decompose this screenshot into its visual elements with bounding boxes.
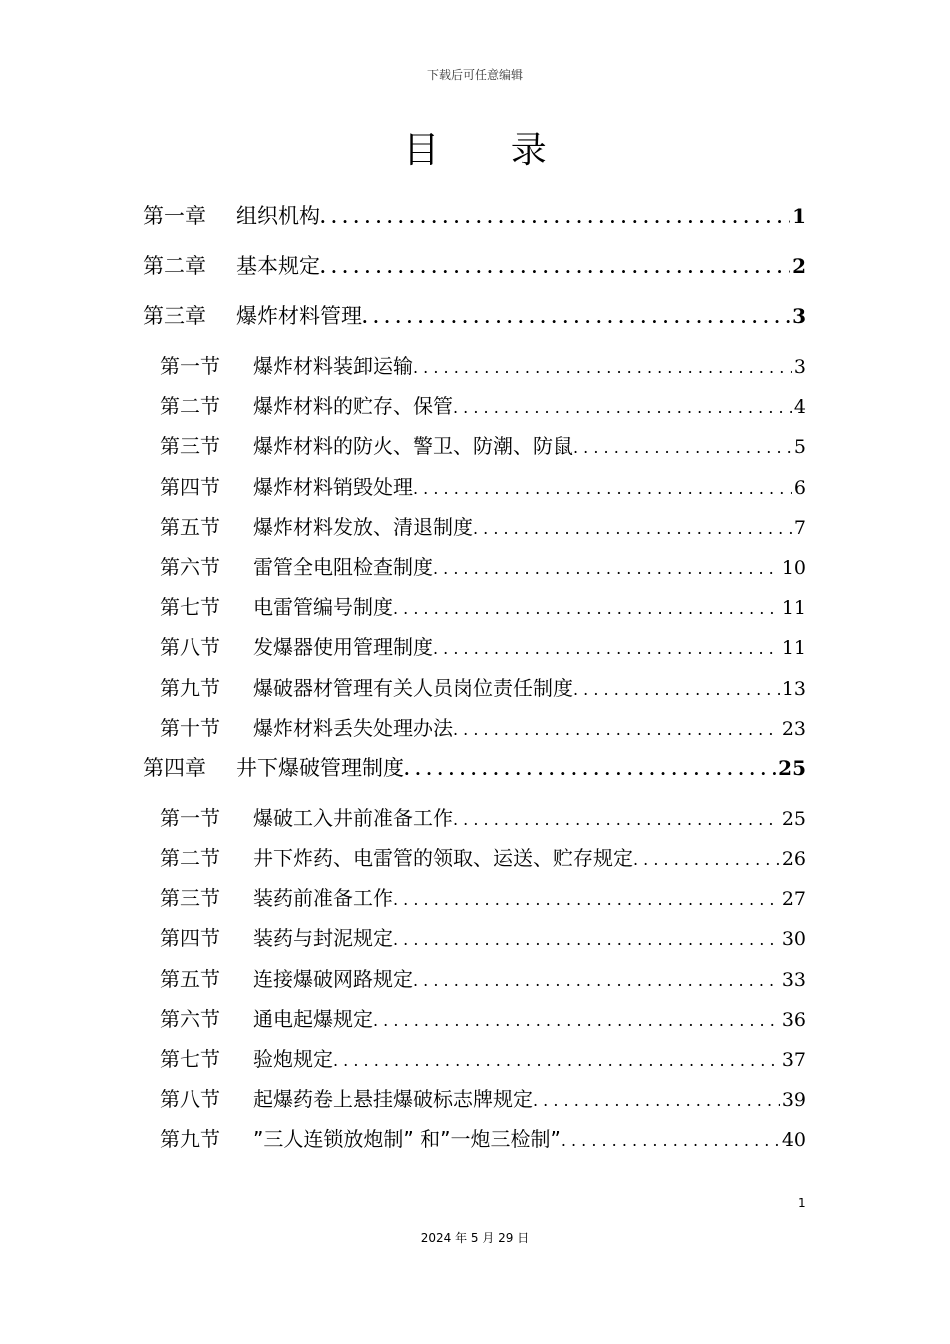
toc-section-entry[interactable] xyxy=(143,426,806,466)
toc-dot-leader xyxy=(393,880,780,918)
toc-dot-leader xyxy=(573,428,792,466)
toc-entry-number: 第二节 xyxy=(160,394,220,419)
toc-dot-leader xyxy=(413,961,780,999)
toc-entry-number: 第四章 xyxy=(143,755,206,780)
toc-entry-number: 第八节 xyxy=(160,635,220,660)
toc-entry-page: 3 xyxy=(792,304,806,328)
toc-entry-page: 36 xyxy=(781,1008,806,1031)
toc-entry-title: 装药与封泥规定 xyxy=(253,926,393,951)
toc-entry-title: 爆破器材管理有关人员岗位责任制度 xyxy=(253,675,573,700)
toc-section-entry[interactable] xyxy=(143,346,806,386)
toc-entry-number: 第六节 xyxy=(160,1006,220,1031)
toc-entry-page: 3 xyxy=(793,356,806,378)
toc-entry-title: ”三人连锁放炮制” 和”一炮三检制” xyxy=(253,1127,561,1152)
toc-entry-title: 爆炸材料销毁处理 xyxy=(253,474,413,499)
toc-dot-leader xyxy=(561,1121,780,1159)
toc-section-entry[interactable] xyxy=(143,1079,806,1119)
toc-entry-title: 井下爆破管理制度 xyxy=(236,755,404,780)
toc-chapter-entry[interactable] xyxy=(143,196,806,246)
toc-dot-leader xyxy=(393,589,780,627)
toc-entry-number: 第二节 xyxy=(160,846,220,871)
toc-entry-title: 组织机构 xyxy=(236,204,320,228)
toc-section-entry[interactable] xyxy=(143,386,806,426)
toc-dot-leader xyxy=(373,1001,780,1039)
toc-entry-page: 1 xyxy=(792,204,806,228)
toc-section-entry[interactable] xyxy=(143,627,806,667)
toc-chapter-entry[interactable] xyxy=(143,246,806,296)
toc-entry-number: 第五节 xyxy=(160,966,220,991)
toc-section-entry[interactable] xyxy=(143,918,806,958)
toc-dot-leader xyxy=(333,1041,780,1079)
toc-dot-leader xyxy=(453,800,780,838)
toc-section-entry[interactable] xyxy=(143,708,806,748)
toc-entry-number: 第一节 xyxy=(160,805,220,830)
toc-entry-page: 6 xyxy=(793,476,806,499)
toc-entry-page: 5 xyxy=(793,436,806,459)
table-of-contents xyxy=(143,196,806,1160)
toc-entry-page: 33 xyxy=(781,968,806,991)
toc-entry-title: 爆炸材料的贮存、保管 xyxy=(253,394,453,419)
toc-dot-leader xyxy=(433,629,780,667)
toc-entry-title: 爆炸材料装卸运输 xyxy=(253,354,413,378)
toc-dot-leader xyxy=(393,920,780,958)
toc-entry-number: 第三节 xyxy=(160,886,220,911)
toc-entry-title: 爆炸材料丢失处理办法 xyxy=(253,715,453,740)
toc-entry-page: 40 xyxy=(781,1129,806,1152)
toc-entry-number: 第二章 xyxy=(143,254,206,278)
toc-entry-title: 连接爆破网路规定 xyxy=(253,966,413,991)
toc-section-entry[interactable] xyxy=(143,1119,806,1159)
toc-section-entry[interactable] xyxy=(143,467,806,507)
toc-section-entry[interactable] xyxy=(143,668,806,708)
toc-entry-number: 第六节 xyxy=(160,554,220,579)
toc-entry-number: 第三节 xyxy=(160,434,220,459)
toc-entry-number: 第九节 xyxy=(160,675,220,700)
toc-entry-title: 基本规定 xyxy=(236,254,320,278)
toc-section-entry[interactable] xyxy=(143,878,806,918)
toc-dot-leader xyxy=(633,840,780,878)
toc-entry-number: 第三章 xyxy=(143,304,206,328)
toc-entry-number: 第四节 xyxy=(160,926,220,951)
toc-entry-page: 39 xyxy=(781,1089,806,1112)
toc-entry-page: 4 xyxy=(793,396,806,419)
toc-entry-page: 11 xyxy=(781,637,806,660)
toc-entry-title: 通电起爆规定 xyxy=(253,1006,373,1031)
toc-entry-title: 爆破工入井前准备工作 xyxy=(253,805,453,830)
toc-entry-page: 7 xyxy=(793,516,806,539)
toc-entry-page: 11 xyxy=(781,597,806,620)
toc-entry-page: 2 xyxy=(792,254,806,278)
toc-entry-page: 23 xyxy=(781,717,806,740)
toc-entry-number: 第八节 xyxy=(160,1087,220,1112)
toc-section-entry[interactable] xyxy=(143,999,806,1039)
toc-entry-title: 爆炸材料发放、清退制度 xyxy=(253,514,473,539)
toc-dot-leader xyxy=(433,549,780,587)
toc-entry-page: 27 xyxy=(781,888,806,911)
toc-entry-title: 起爆药卷上悬挂爆破标志牌规定 xyxy=(253,1087,533,1112)
footer-date: 2024 年 5 月 29 日 xyxy=(420,1231,530,1245)
toc-dot-leader xyxy=(404,750,776,790)
toc-entry-page: 13 xyxy=(781,677,806,700)
toc-entry-page: 26 xyxy=(781,848,806,871)
toc-entry-number: 第一节 xyxy=(160,354,220,378)
toc-entry-title: 装药前准备工作 xyxy=(253,886,393,911)
toc-entry-title: 雷管全电阻检查制度 xyxy=(253,554,433,579)
toc-section-entry[interactable] xyxy=(143,959,806,999)
toc-dot-leader xyxy=(453,388,792,426)
toc-entry-title: 发爆器使用管理制度 xyxy=(253,635,433,660)
toc-entry-number: 第七节 xyxy=(160,595,220,620)
toc-entry-number: 第九节 xyxy=(160,1127,220,1152)
toc-entry-page: 25 xyxy=(778,755,806,780)
toc-entry-page: 25 xyxy=(781,807,806,830)
toc-entry-number: 第十节 xyxy=(160,715,220,740)
toc-dot-leader xyxy=(362,298,790,338)
page-title: 目 录 xyxy=(403,130,577,171)
toc-dot-leader xyxy=(533,1081,780,1119)
toc-entry-number: 第五节 xyxy=(160,514,220,539)
toc-entry-page: 37 xyxy=(781,1049,806,1071)
toc-dot-leader xyxy=(320,198,790,238)
toc-dot-leader xyxy=(413,348,792,386)
toc-dot-leader xyxy=(453,710,780,748)
toc-section-entry[interactable] xyxy=(143,1039,806,1079)
toc-section-entry[interactable] xyxy=(143,838,806,878)
toc-dot-leader xyxy=(573,670,780,708)
page-number: 1 xyxy=(798,1196,806,1210)
toc-entry-title: 验炮规定 xyxy=(253,1047,333,1071)
toc-entry-number: 第一章 xyxy=(143,204,206,228)
toc-section-entry[interactable] xyxy=(143,507,806,547)
toc-entry-number: 第四节 xyxy=(160,474,220,499)
toc-entry-title: 爆炸材料的防火、警卫、防潮、防鼠 xyxy=(253,434,573,459)
toc-dot-leader xyxy=(320,248,790,288)
toc-entry-title: 爆炸材料管理 xyxy=(236,304,362,328)
toc-chapter-entry[interactable] xyxy=(143,296,806,346)
toc-entry-title: 井下炸药、电雷管的领取、运送、贮存规定 xyxy=(253,846,633,871)
toc-chapter-entry[interactable] xyxy=(143,748,806,798)
toc-entry-number: 第七节 xyxy=(160,1047,220,1071)
toc-section-entry[interactable] xyxy=(143,798,806,838)
toc-entry-page: 30 xyxy=(781,928,806,951)
header-note: 下载后可任意编辑 xyxy=(426,68,523,82)
toc-section-entry[interactable] xyxy=(143,547,806,587)
toc-dot-leader xyxy=(413,469,792,507)
toc-entry-page: 10 xyxy=(781,556,806,579)
toc-dot-leader xyxy=(473,509,792,547)
toc-section-entry[interactable] xyxy=(143,587,806,627)
toc-entry-title: 电雷管编号制度 xyxy=(253,595,393,620)
